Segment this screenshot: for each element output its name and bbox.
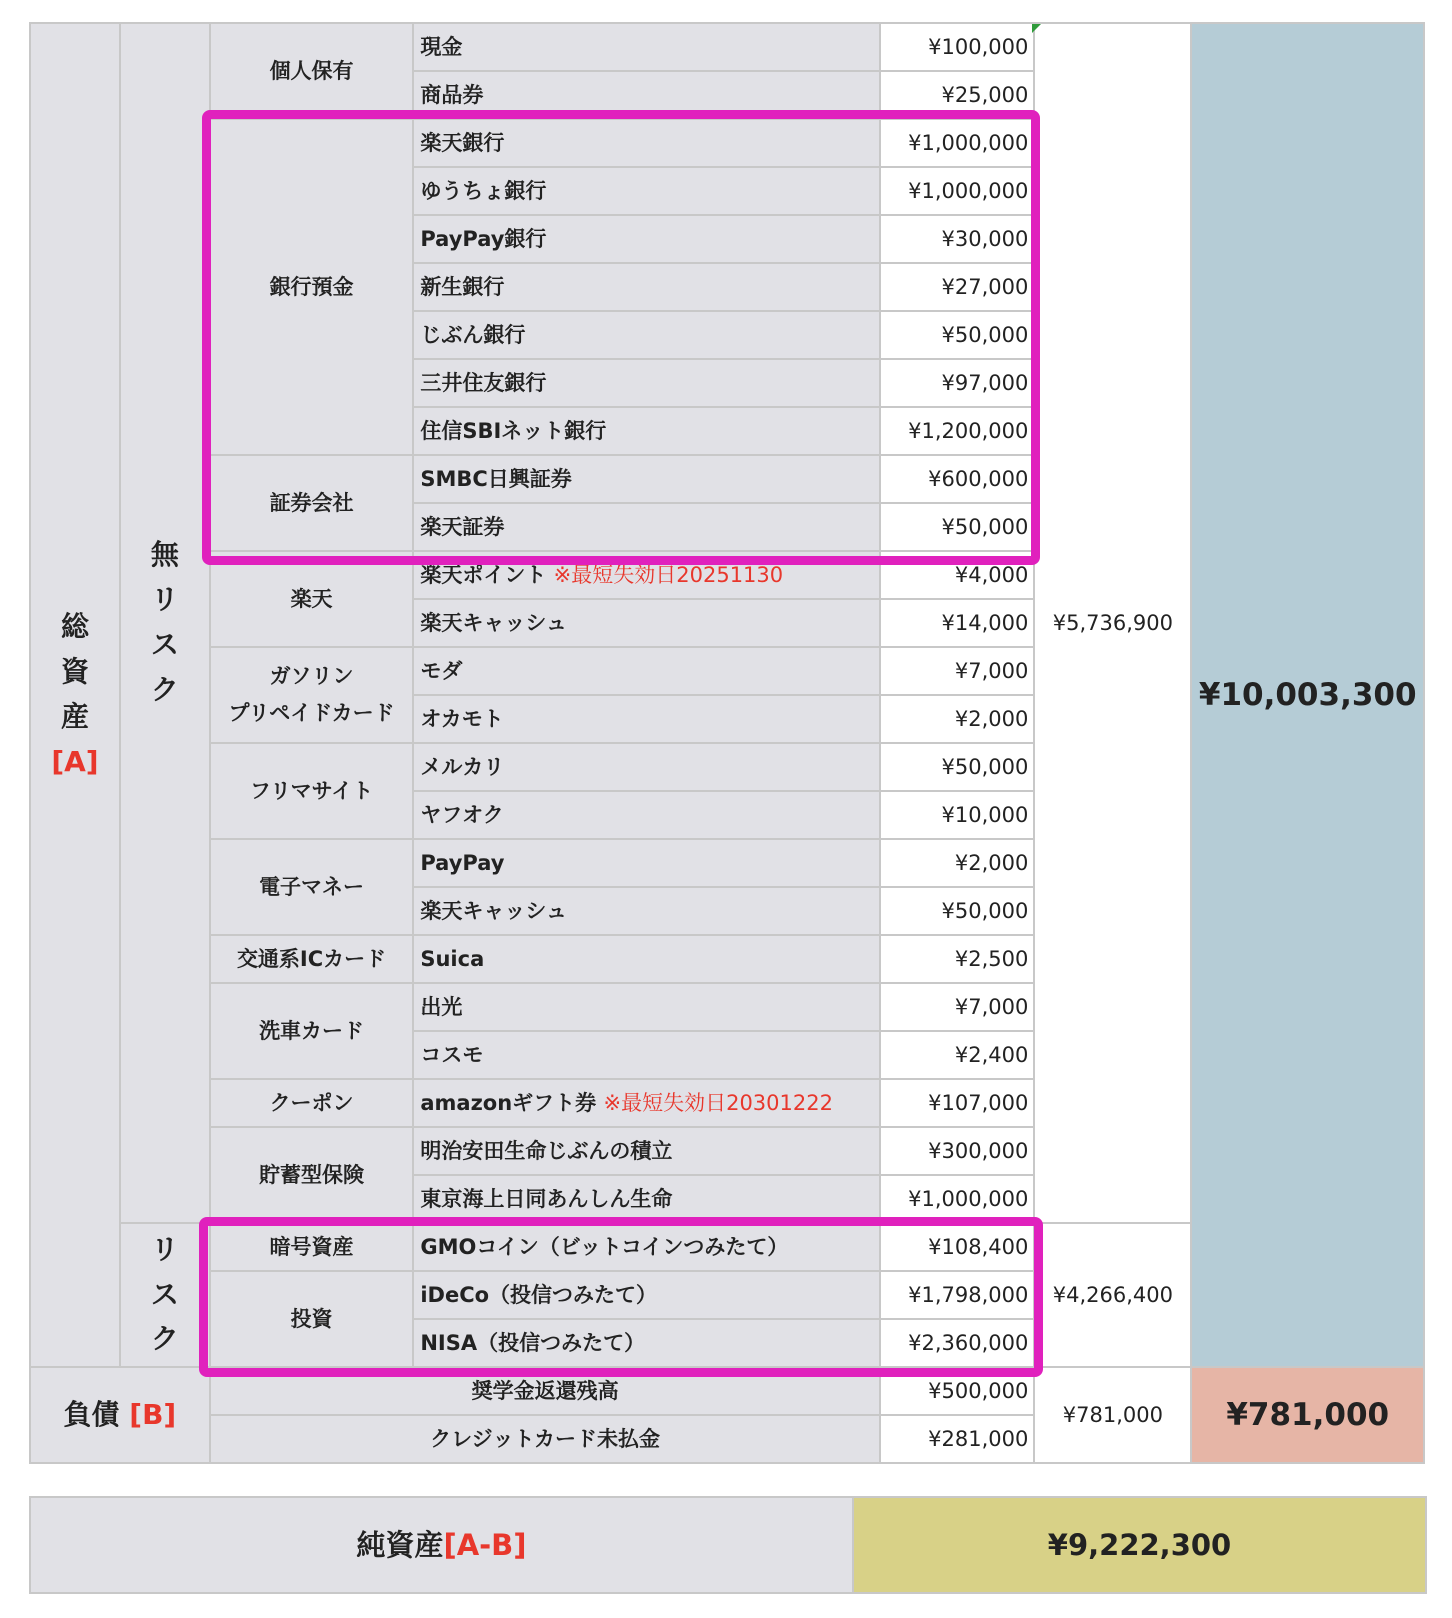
category-insurance: 貯蓄型保険: [210, 1127, 414, 1223]
item-amount: ¥107,000: [880, 1079, 1034, 1127]
liability-amount: ¥281,000: [880, 1415, 1034, 1463]
item-amount: ¥7,000: [880, 983, 1034, 1031]
item-label: 新生銀行: [413, 263, 880, 311]
category-bank: 銀行預金: [210, 119, 414, 455]
table-row: [30, 1497, 1426, 1593]
category-rakuten: 楽天: [210, 551, 414, 647]
item-amount: ¥30,000: [880, 215, 1034, 263]
item-label: メルカリ: [413, 743, 880, 791]
liability-item: 奨学金返還残高: [210, 1367, 881, 1415]
total-assets-label: 総 資 産 [A]: [30, 23, 120, 1367]
item-amount: ¥1,000,000: [880, 167, 1034, 215]
item-label: 楽天証券: [413, 503, 880, 551]
net-assets-table: [29, 1496, 1427, 1594]
liabilities-total: ¥781,000: [1191, 1367, 1424, 1463]
liabilities-subtotal: ¥781,000: [1034, 1367, 1191, 1463]
net-assets-value: ¥9,222,300: [853, 1497, 1426, 1593]
item-amount: ¥2,360,000: [880, 1319, 1034, 1367]
liabilities-tag: [B]: [129, 1398, 177, 1431]
item-label: PayPay銀行: [413, 215, 880, 263]
item-label: PayPay: [413, 839, 880, 887]
expiry-note: ※最短失効日20301222: [603, 1090, 833, 1115]
category-emoney: 電子マネー: [210, 839, 414, 935]
item-label: 住信SBIネット銀行: [413, 407, 880, 455]
category-gasoline: ガソリン プリペイドカード: [210, 647, 414, 743]
item-amount: ¥1,000,000: [880, 1175, 1034, 1223]
category-transit: 交通系ICカード: [210, 935, 414, 983]
item-amount: ¥108,400: [880, 1223, 1034, 1271]
item-amount: ¥97,000: [880, 359, 1034, 407]
item-amount: ¥2,000: [880, 695, 1034, 743]
balance-sheet-table: [29, 22, 1425, 1464]
category-crypto: 暗号資産: [210, 1223, 414, 1271]
item-amount: ¥50,000: [880, 503, 1034, 551]
item-label: 楽天キャッシュ: [413, 599, 880, 647]
total-assets-value: ¥10,003,300: [1191, 23, 1424, 1367]
category-invest: 投資: [210, 1271, 414, 1367]
table-row: [30, 1367, 1424, 1415]
item-amount: ¥2,500: [880, 935, 1034, 983]
item-amount: ¥1,000,000: [880, 119, 1034, 167]
net-assets-label: 純資産[A-B]: [30, 1497, 853, 1593]
item-label: NISA（投信つみたて）: [413, 1319, 880, 1367]
item-label: コスモ: [413, 1031, 880, 1079]
item-label: 楽天銀行: [413, 119, 880, 167]
item-label: 楽天ポイント ※最短失効日20251130: [413, 551, 880, 599]
item-label: ヤフオク: [413, 791, 880, 839]
item-amount: ¥25,000: [880, 71, 1034, 119]
liability-amount: ¥500,000: [880, 1367, 1034, 1415]
category-securities: 証券会社: [210, 455, 414, 551]
item-label: モダ: [413, 647, 880, 695]
item-label: amazonギフト券 ※最短失効日20301222: [413, 1079, 880, 1127]
item-amount: ¥100,000: [880, 23, 1034, 71]
item-amount: ¥1,200,000: [880, 407, 1034, 455]
no-risk-label: 無 リ ス ク: [120, 23, 210, 1223]
risk-label: リ ス ク: [120, 1223, 210, 1367]
no-risk-subtotal: ¥5,736,900: [1034, 23, 1191, 1223]
table-row: [30, 23, 1424, 71]
item-label: 商品券: [413, 71, 880, 119]
item-amount: ¥600,000: [880, 455, 1034, 503]
item-amount: ¥4,000: [880, 551, 1034, 599]
item-label: GMOコイン（ビットコインつみたて）: [413, 1223, 880, 1271]
expiry-note: ※最短失効日20251130: [553, 562, 784, 587]
cell-comment-marker: [1032, 24, 1041, 33]
item-amount: ¥1,798,000: [880, 1271, 1034, 1319]
item-amount: ¥14,000: [880, 599, 1034, 647]
category-flea-market: フリマサイト: [210, 743, 414, 839]
item-amount: ¥2,400: [880, 1031, 1034, 1079]
item-amount: ¥10,000: [880, 791, 1034, 839]
item-amount: ¥300,000: [880, 1127, 1034, 1175]
item-label: 明治安田生命じぶんの積立: [413, 1127, 880, 1175]
item-amount: ¥7,000: [880, 647, 1034, 695]
net-assets-tag: [A-B]: [443, 1527, 527, 1562]
liabilities-label: 負債 [B]: [30, 1367, 210, 1463]
item-label: iDeCo（投信つみたて）: [413, 1271, 880, 1319]
item-label: 現金: [413, 23, 880, 71]
item-label: 三井住友銀行: [413, 359, 880, 407]
item-amount: ¥50,000: [880, 311, 1034, 359]
category-coupon: クーポン: [210, 1079, 414, 1127]
item-label: ゆうちょ銀行: [413, 167, 880, 215]
item-label: Suica: [413, 935, 880, 983]
item-amount: ¥2,000: [880, 839, 1034, 887]
item-amount: ¥50,000: [880, 743, 1034, 791]
category-carwash: 洗車カード: [210, 983, 414, 1079]
item-amount: ¥50,000: [880, 887, 1034, 935]
item-amount: ¥27,000: [880, 263, 1034, 311]
total-assets-tag: [A]: [51, 744, 99, 778]
item-label: SMBC日興証券: [413, 455, 880, 503]
item-label: じぶん銀行: [413, 311, 880, 359]
liability-item: クレジットカード未払金: [210, 1415, 881, 1463]
item-label: 出光: [413, 983, 880, 1031]
item-label: 東京海上日同あんしん生命: [413, 1175, 880, 1223]
item-label: 楽天キャッシュ: [413, 887, 880, 935]
category-personal: 個人保有: [210, 23, 414, 119]
item-label: オカモト: [413, 695, 880, 743]
risk-subtotal: ¥4,266,400: [1034, 1223, 1191, 1367]
